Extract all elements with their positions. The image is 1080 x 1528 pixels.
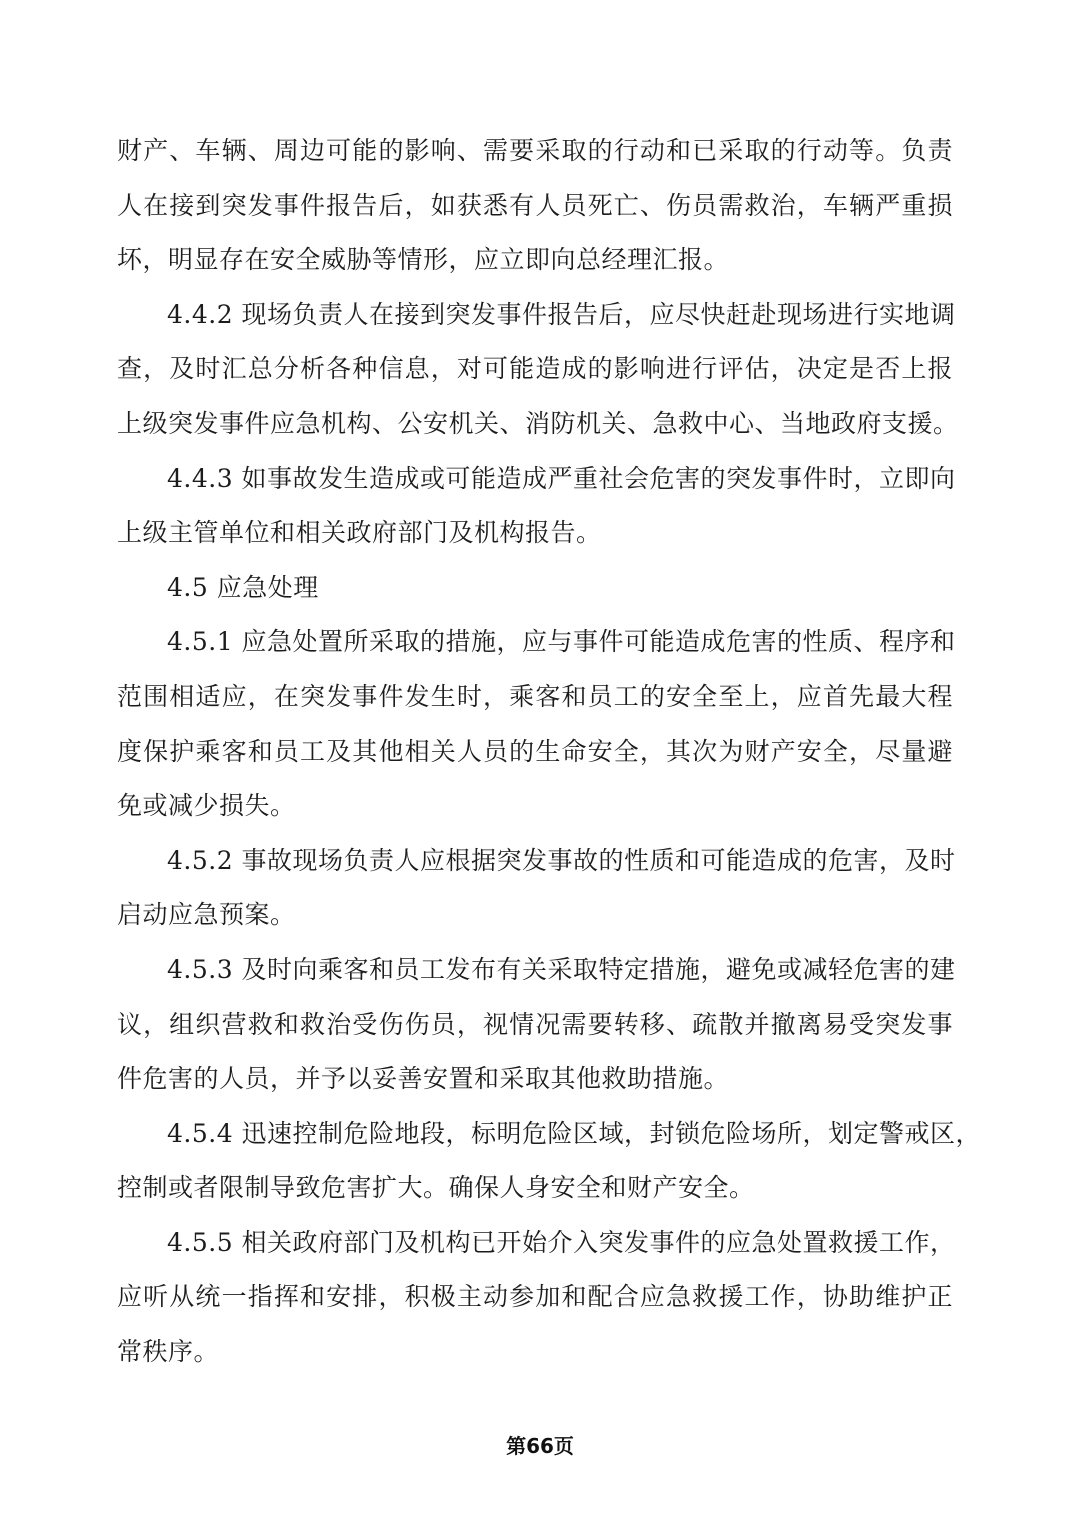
text-line: 财产、车辆、周边可能的影响、需要采取的行动和已采取的行动等。负责: [117, 136, 953, 165]
text-line: 上级主管单位和相关政府部门及机构报告。: [117, 518, 602, 548]
text-line: 4.5.5 相关政府部门及机构已开始介入突发事件的应急处置救援工作，: [167, 1227, 956, 1257]
text-line: 控制或者限制导致危害扩大。确保人身安全和财产安全。: [117, 1173, 755, 1203]
text-line: 议，组织营救和救治受伤伤员，视情况需要转移、疏散并撤离易受突发事: [117, 1009, 953, 1039]
text-line: 范围相适应，在突发事件发生时，乘客和员工的安全至上，应首先最大程: [117, 681, 953, 711]
paragraph-4-5-3: [117, 943, 956, 1107]
text-line: 4.4.2 现场负责人在接到突发事件报告后，应尽快赶赴现场进行实地调: [167, 299, 956, 329]
paragraph-4-4-2: [117, 288, 959, 452]
text-line: 查，及时汇总分析各种信息，对可能造成的影响进行评估，决定是否上报: [117, 354, 953, 384]
text-line: 免或减少损失。: [117, 791, 296, 821]
text-line: 度保护乘客和员工及其他相关人员的生命安全，其次为财产安全，尽量避: [117, 736, 953, 766]
text-line: 4.5.1 应急处置所采取的措施，应与事件可能造成危害的性质、程序和: [167, 627, 956, 657]
section-heading-4-5: 4.5 应急处理: [167, 572, 319, 602]
paragraph-4-5-4: [117, 1107, 982, 1216]
document-body: [117, 124, 982, 1380]
text-line: 件危害的人员，并予以妥善安置和采取其他救助措施。: [117, 1064, 730, 1094]
paragraph-4-4-3: [117, 452, 956, 561]
text-line: 4.5.2 事故现场负责人应根据突发事故的性质和可能造成的危害，及时: [167, 845, 956, 875]
text-line: 4.4.3 如事故发生造成或可能造成严重社会危害的突发事件时，立即向: [167, 463, 956, 493]
text-line: 常秩序。: [117, 1337, 220, 1367]
page-number: 第66页: [506, 1434, 574, 1458]
text-line: 上级突发事件应急机构、公安机关、消防机关、急救中心、当地政府支援。: [117, 408, 959, 438]
paragraph-continuation: [117, 124, 953, 288]
paragraph-4-5-1: [117, 615, 956, 833]
paragraph-4-5-5: [117, 1216, 956, 1380]
paragraph-4-5-2: [117, 834, 956, 943]
text-line: 启动应急预案。: [117, 900, 296, 930]
text-line: 4.5.4 迅速控制危险地段，标明危险区域，封锁危险场所，划定警戒区，: [167, 1118, 982, 1148]
text-line: 应听从统一指挥和安排，积极主动参加和配合应急救援工作，协助维护正: [117, 1282, 953, 1312]
text-line: 人在接到突发事件报告后，如获悉有人员死亡、伤员需救治，车辆严重损: [117, 190, 953, 220]
text-line: 坏，明显存在安全威胁等情形，应立即向总经理汇报。: [117, 245, 730, 275]
text-line: 4.5.3 及时向乘客和员工发布有关采取特定措施，避免或减轻危害的建: [167, 954, 956, 984]
